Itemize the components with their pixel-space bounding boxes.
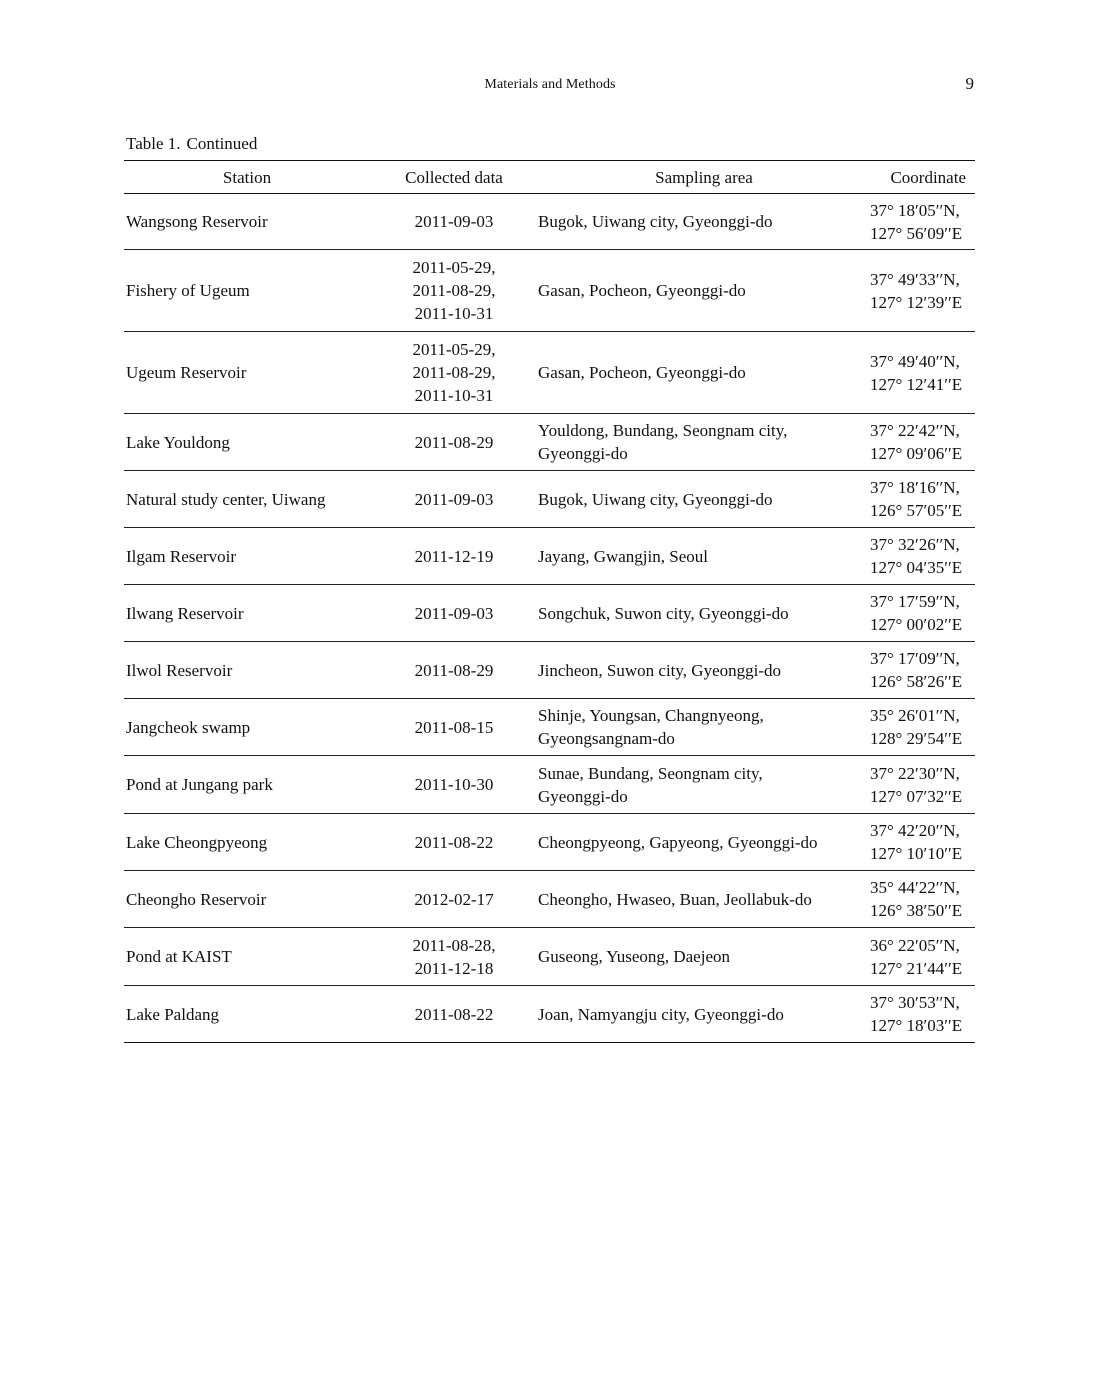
cell-station: Pond at KAIST xyxy=(124,928,370,986)
cell-coordinate xyxy=(870,414,975,471)
cell-station: Ilgam Reservoir xyxy=(124,528,370,585)
table-body xyxy=(124,194,975,1043)
coordinate-longitude: 126° 38′50′′E xyxy=(870,901,963,920)
cell-station: Lake Paldang xyxy=(124,986,370,1043)
cell-station: Fishery of Ugeum xyxy=(124,250,370,332)
cell-collected-data xyxy=(370,471,538,528)
coordinate-longitude: 127° 00′02′′E xyxy=(870,615,963,634)
cell-station: Wangsong Reservoir xyxy=(124,194,370,250)
sampling-area-line: Gyeongsangnam-do xyxy=(538,729,675,748)
cell-station: Natural study center, Uiwang xyxy=(124,471,370,528)
sampling-area-line: Bugok, Uiwang city, Gyeonggi-do xyxy=(538,212,773,231)
cell-coordinate xyxy=(870,814,975,871)
table-header-row xyxy=(124,161,975,194)
cell-collected-data xyxy=(370,814,538,871)
coordinate-latitude: 37° 30′53′′N, xyxy=(870,993,960,1012)
cell-sampling-area xyxy=(538,414,870,471)
cell-collected-data xyxy=(370,332,538,414)
column-header-sampling-area: Sampling area xyxy=(538,161,870,194)
cell-coordinate xyxy=(870,986,975,1043)
collected-date: 2011-12-19 xyxy=(414,546,494,566)
sampling-area-line: Gasan, Pocheon, Gyeonggi-do xyxy=(538,281,746,300)
coordinate-longitude: 127° 04′35′′E xyxy=(870,558,963,577)
cell-sampling-area xyxy=(538,756,870,814)
collected-date: 2011-08-22 xyxy=(414,832,494,852)
cell-collected-data xyxy=(370,986,538,1043)
collected-date: 2011-05-29, xyxy=(412,340,496,359)
table-row xyxy=(124,528,975,585)
sampling-area-line: Jayang, Gwangjin, Seoul xyxy=(538,546,708,566)
coordinate-latitude: 37° 22′42′′N, xyxy=(870,421,960,440)
cell-coordinate xyxy=(870,699,975,756)
cell-station: Cheongho Reservoir xyxy=(124,871,370,928)
cell-collected-data xyxy=(370,194,538,250)
running-title: Materials and Methods xyxy=(484,77,616,92)
cell-collected-data xyxy=(370,871,538,928)
coordinate-longitude: 127° 18′03′′E xyxy=(870,1016,963,1035)
cell-station: Ilwol Reservoir xyxy=(124,642,370,699)
coordinate-longitude: 127° 09′06′′E xyxy=(870,444,963,463)
cell-station: Ilwang Reservoir xyxy=(124,585,370,642)
column-header-station: Station xyxy=(124,161,370,194)
coordinate-latitude: 37° 49′40′′N, xyxy=(870,351,960,371)
cell-sampling-area xyxy=(538,471,870,528)
coordinate-latitude: 37° 32′26′′N, xyxy=(870,535,960,554)
coordinate-latitude: 37° 18′16′′N, xyxy=(870,478,960,497)
cell-collected-data xyxy=(370,756,538,814)
coordinate-latitude: 37° 18′05′′N, xyxy=(870,200,960,220)
cell-sampling-area xyxy=(538,250,870,332)
table-row xyxy=(124,928,975,986)
collected-date: 2011-09-03 xyxy=(414,603,494,623)
column-header-collected-data: Collected data xyxy=(370,161,538,194)
cell-coordinate xyxy=(870,928,975,986)
cell-sampling-area xyxy=(538,585,870,642)
collected-date: 2011-05-29, xyxy=(412,258,496,277)
cell-collected-data xyxy=(370,585,538,642)
cell-coordinate xyxy=(870,585,975,642)
cell-sampling-area xyxy=(538,642,870,699)
coordinate-longitude: 127° 12′41′′E xyxy=(870,374,963,394)
coordinate-longitude: 127° 21′44′′E xyxy=(870,958,963,978)
cell-coordinate xyxy=(870,471,975,528)
cell-station: Lake Youldong xyxy=(124,414,370,471)
sampling-area-line: Guseong, Yuseong, Daejeon xyxy=(538,947,730,966)
sampling-area-line: Joan, Namyangju city, Gyeonggi-do xyxy=(538,1004,784,1024)
cell-sampling-area xyxy=(538,332,870,414)
cell-collected-data xyxy=(370,642,538,699)
collected-date: 2011-08-29 xyxy=(414,432,494,452)
coordinate-latitude: 37° 17′09′′N, xyxy=(870,649,960,668)
collected-date: 2011-09-03 xyxy=(414,212,494,231)
table-row xyxy=(124,471,975,528)
coordinate-latitude: 37° 42′20′′N, xyxy=(870,821,960,840)
cell-station: Ugeum Reservoir xyxy=(124,332,370,414)
cell-collected-data xyxy=(370,928,538,986)
table-row xyxy=(124,585,975,642)
table-row xyxy=(124,699,975,756)
page-number: 9 xyxy=(965,74,974,93)
sampling-area-line: Songchuk, Suwon city, Gyeonggi-do xyxy=(538,603,789,623)
sampling-area-line: Cheongho, Hwaseo, Buan, Jeollabuk-do xyxy=(538,889,812,909)
cell-station: Pond at Jungang park xyxy=(124,756,370,814)
coordinate-latitude: 36° 22′05′′N, xyxy=(870,935,960,955)
coordinate-longitude: 126° 57′05′′E xyxy=(870,501,963,520)
cell-sampling-area xyxy=(538,986,870,1043)
sampling-area-line: Gyeonggi-do xyxy=(538,786,628,806)
table-row xyxy=(124,814,975,871)
coordinate-latitude: 37° 22′30′′N, xyxy=(870,763,960,783)
sampling-area-line: Cheongpyeong, Gapyeong, Gyeonggi-do xyxy=(538,832,818,852)
sampling-area-line: Gyeonggi-do xyxy=(538,444,628,463)
collected-date: 2011-10-30 xyxy=(414,775,494,794)
cell-station: Lake Cheongpyeong xyxy=(124,814,370,871)
collected-date: 2012-02-17 xyxy=(414,889,494,909)
table-row xyxy=(124,756,975,814)
collected-date: 2011-10-31 xyxy=(414,304,494,323)
coordinate-longitude: 127° 10′10′′E xyxy=(870,844,963,863)
table-caption-label: Table 1. xyxy=(126,134,181,153)
collected-date: 2011-09-03 xyxy=(414,489,494,509)
collected-date: 2011-08-29, xyxy=(412,281,496,300)
collected-date: 2011-08-28, xyxy=(412,935,496,955)
coordinate-latitude: 35° 44′22′′N, xyxy=(870,878,960,897)
table-row xyxy=(124,194,975,250)
table-row xyxy=(124,871,975,928)
cell-coordinate xyxy=(870,642,975,699)
coordinate-longitude: 128° 29′54′′E xyxy=(870,729,963,748)
coordinate-latitude: 35° 26′01′′N, xyxy=(870,706,960,725)
table-row xyxy=(124,642,975,699)
cell-coordinate xyxy=(870,871,975,928)
table-row xyxy=(124,986,975,1043)
cell-sampling-area xyxy=(538,528,870,585)
coordinate-longitude: 127° 12′39′′E xyxy=(870,292,963,312)
table-row xyxy=(124,414,975,471)
sampling-area-line: Shinje, Youngsan, Changnyeong, xyxy=(538,706,764,725)
cell-collected-data xyxy=(370,699,538,756)
table-row xyxy=(124,332,975,414)
cell-coordinate xyxy=(870,528,975,585)
coordinate-longitude: 127° 56′09′′E xyxy=(870,223,963,243)
cell-sampling-area xyxy=(538,928,870,986)
collected-date: 2011-12-18 xyxy=(414,958,494,978)
collected-date: 2011-08-15 xyxy=(414,717,494,737)
coordinate-longitude: 126° 58′26′′E xyxy=(870,672,963,691)
cell-station: Jangcheok swamp xyxy=(124,699,370,756)
stations-table xyxy=(124,160,975,1043)
table-row xyxy=(124,250,975,332)
coordinate-longitude: 127° 07′32′′E xyxy=(870,786,963,806)
sampling-area-line: Jincheon, Suwon city, Gyeonggi-do xyxy=(538,660,782,680)
collected-date: 2011-08-22 xyxy=(414,1004,494,1024)
sampling-area-line: Youldong, Bundang, Seongnam city, xyxy=(538,421,788,440)
cell-coordinate xyxy=(870,250,975,332)
column-header-coordinate: Coordinate xyxy=(870,161,975,194)
table-caption-text: Continued xyxy=(186,134,258,153)
cell-collected-data xyxy=(370,528,538,585)
cell-coordinate xyxy=(870,194,975,250)
cell-coordinate xyxy=(870,756,975,814)
cell-collected-data xyxy=(370,414,538,471)
collected-date: 2011-08-29, xyxy=(412,363,496,382)
cell-coordinate xyxy=(870,332,975,414)
table-caption xyxy=(126,134,257,154)
sampling-area-line: Gasan, Pocheon, Gyeonggi-do xyxy=(538,363,746,382)
cell-sampling-area xyxy=(538,814,870,871)
cell-sampling-area xyxy=(538,871,870,928)
coordinate-latitude: 37° 49′33′′N, xyxy=(870,269,960,289)
sampling-area-line: Bugok, Uiwang city, Gyeonggi-do xyxy=(538,489,773,509)
sampling-area-line: Sunae, Bundang, Seongnam city, xyxy=(538,763,763,783)
cell-collected-data xyxy=(370,250,538,332)
cell-sampling-area xyxy=(538,194,870,250)
cell-sampling-area xyxy=(538,699,870,756)
coordinate-latitude: 37° 17′59′′N, xyxy=(870,592,960,611)
collected-date: 2011-10-31 xyxy=(414,386,494,405)
collected-date: 2011-08-29 xyxy=(414,660,494,680)
